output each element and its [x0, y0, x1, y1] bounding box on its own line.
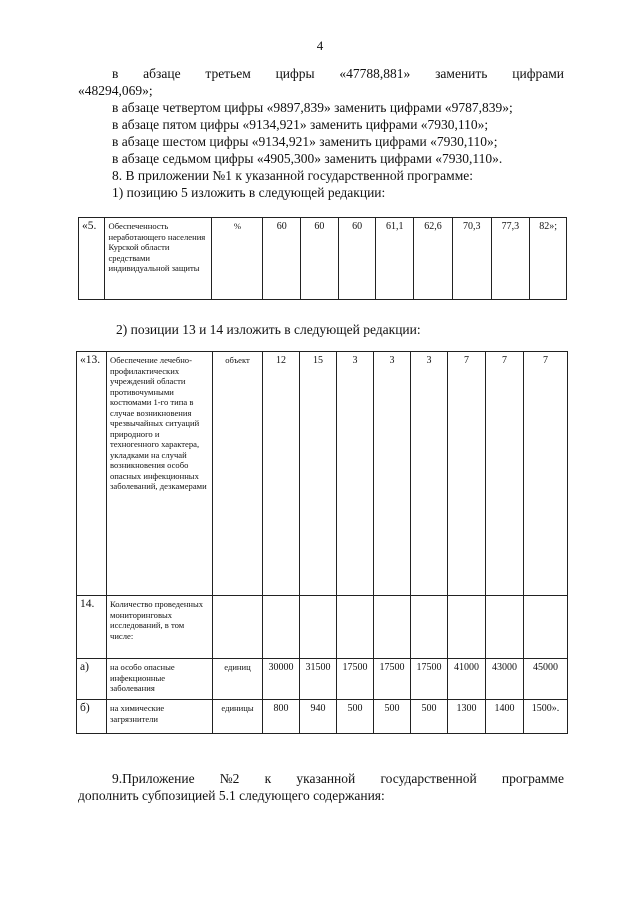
table-positions-13-14: [76, 351, 568, 734]
row-index: 14.: [77, 596, 107, 659]
cell-value: 30000: [263, 659, 300, 700]
word: абзаце: [143, 66, 181, 81]
word: государственной: [380, 771, 477, 786]
intro-line-8: 1) позицию 5 изложить в следующей редакции:: [112, 185, 386, 200]
word: третьем: [205, 66, 251, 81]
word: цифры: [275, 66, 315, 81]
word: «47788,881»: [339, 66, 411, 81]
cell-value: 17500: [411, 659, 448, 700]
row-name: на химические загрязнители: [107, 700, 213, 734]
cell-value: 1500».: [524, 700, 568, 734]
cell-value: 500: [411, 700, 448, 734]
cell-value: 60: [263, 218, 301, 300]
row-name: Обеспеченность неработающего населения Курской области средствами индивидуальной защиты: [105, 218, 212, 300]
cell-value: 1300: [448, 700, 486, 734]
cell-value: 7: [524, 352, 568, 596]
cell-value: 3: [337, 352, 374, 596]
word: заменить: [435, 66, 488, 81]
cell-value: 1400: [486, 700, 524, 734]
intro-line-6: в абзаце седьмом цифры «4905,300» заменить цифрами «7930,110».: [112, 151, 503, 166]
cell-value: 61,1: [376, 218, 414, 300]
cell-value: 70,3: [452, 218, 491, 300]
intro-line-3: в абзаце четвертом цифры «9897,839» заменить цифрами «9787,839»;: [112, 100, 513, 115]
table-row: [77, 700, 568, 734]
table-row: [77, 596, 568, 659]
page-number: 4: [316, 38, 324, 53]
cell-value: 800: [263, 700, 300, 734]
cell-value: 77,3: [491, 218, 530, 300]
cell-value: 940: [300, 700, 337, 734]
intro-line-5: в абзаце шестом цифры «9134,921» заменить цифрами «7930,110»;: [112, 134, 498, 149]
row-name: на особо опасные инфекционные заболевания: [107, 659, 213, 700]
cell-value: [524, 596, 568, 659]
cell-value: 17500: [374, 659, 411, 700]
cell-value: 7: [486, 352, 524, 596]
intro-line-2: «48294,069»;: [78, 83, 153, 98]
row-unit: [213, 596, 263, 659]
word: к: [264, 771, 272, 786]
word: указанной: [296, 771, 356, 786]
cell-value: [486, 596, 524, 659]
cell-value: 82»;: [530, 218, 567, 300]
heading-positions-13-14: 2) позиции 13 и 14 изложить в следующей редакции:: [116, 322, 421, 337]
cell-value: [337, 596, 374, 659]
row-unit: единицы: [213, 700, 263, 734]
intro-line-7: 8. В приложении №1 к указанной государственной программе:: [112, 168, 473, 183]
word: 9.Приложение: [112, 771, 195, 786]
row-name: Обеспечение лечебно-профилактических учреждений области противочумными костюмами 1-го типа в случае возникновения чрезвычайных ситуаций природного и техногенного характера, укладками на случай возникновения особо опасных инфекционных заболеваний, дезкамерами: [107, 352, 213, 596]
row-unit: %: [212, 218, 263, 300]
cell-value: [374, 596, 411, 659]
closing-line-2: дополнить субпозицией 5.1 следующего содержания:: [78, 788, 385, 803]
intro-line-1: [112, 66, 564, 82]
cell-value: 500: [337, 700, 374, 734]
row-unit: объект: [213, 352, 263, 596]
cell-value: [300, 596, 337, 659]
cell-value: 17500: [337, 659, 374, 700]
row-unit: единиц: [213, 659, 263, 700]
cell-value: 41000: [448, 659, 486, 700]
cell-value: [263, 596, 300, 659]
row-index: «13.: [77, 352, 107, 596]
cell-value: 31500: [300, 659, 337, 700]
cell-value: 15: [300, 352, 337, 596]
row-name: Количество проведенных мониторинговых исследований, в том числе:: [107, 596, 213, 659]
cell-value: 7: [448, 352, 486, 596]
cell-value: [411, 596, 448, 659]
cell-value: 43000: [486, 659, 524, 700]
closing-line-1: [112, 770, 564, 787]
cell-value: 60: [301, 218, 339, 300]
table-row: [77, 352, 568, 596]
table-row: [79, 218, 567, 300]
cell-value: 12: [263, 352, 300, 596]
cell-value: 45000: [524, 659, 568, 700]
table-position-5: [78, 217, 567, 300]
cell-value: 3: [374, 352, 411, 596]
row-index: б): [77, 700, 107, 734]
cell-value: 60: [338, 218, 376, 300]
cell-value: 3: [411, 352, 448, 596]
word: в: [112, 66, 119, 81]
word: программе: [501, 771, 564, 786]
cell-value: 62,6: [414, 218, 453, 300]
row-index: «5.: [79, 218, 105, 300]
word: цифрами: [512, 66, 564, 81]
intro-line-4: в абзаце пятом цифры «9134,921» заменить цифрами «7930,110»;: [112, 117, 489, 132]
word: №2: [219, 771, 240, 786]
row-index: а): [77, 659, 107, 700]
cell-value: [448, 596, 486, 659]
table-row: [77, 659, 568, 700]
cell-value: 500: [374, 700, 411, 734]
